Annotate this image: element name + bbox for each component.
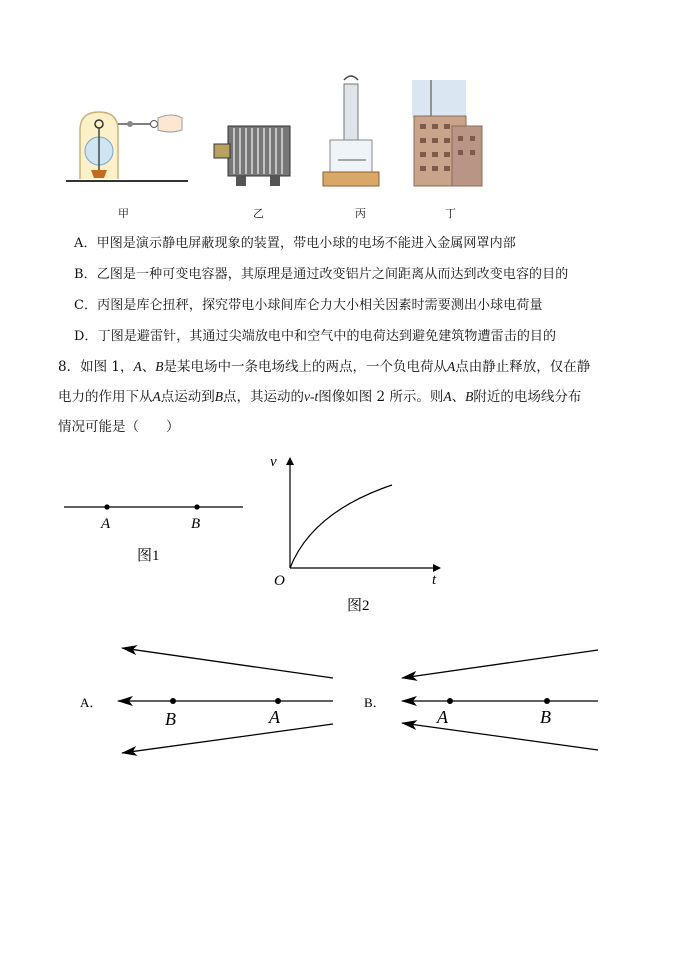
q7-option-a: A．甲图是演示静电屏蔽现象的装置，带电小球的电场不能进入金属网罩内部 — [74, 236, 516, 251]
origin-label: O — [274, 573, 285, 589]
option-a-letter: A． — [80, 695, 103, 710]
figure-bing-torsion-balance — [323, 76, 379, 186]
figure-jia-shielding — [66, 112, 188, 181]
option-b-point-b — [544, 698, 550, 704]
q7-figures — [0, 0, 684, 230]
vt-curve — [290, 485, 392, 568]
option-a-diagram — [80, 648, 333, 753]
figure-2-vt-graph — [270, 454, 440, 614]
v-label: v — [270, 454, 277, 470]
option-b-upper-line — [402, 650, 598, 678]
t-label: t — [432, 572, 437, 588]
figure-ding-lightning-rod — [412, 80, 482, 186]
option-b-label-right: B — [540, 707, 551, 727]
fig1-caption: 图1 — [137, 548, 160, 564]
q7-option-b: B．乙图是一种可变电容器，其原理是通过改变铝片之间距离从而达到改变电容的目的 — [74, 267, 569, 282]
option-a-label-left: B — [165, 709, 176, 729]
q7-option-c: C．丙图是库仑扭秤，探究带电小球间库仑力大小相关因素时需要测出小球电荷量 — [74, 298, 543, 313]
figure-yi-capacitor — [214, 126, 290, 186]
caption-bing: 丙 — [355, 207, 366, 220]
caption-jia: 甲 — [118, 207, 129, 220]
label-b: B — [191, 516, 201, 532]
option-b-point-a — [447, 698, 453, 704]
q8-option-diagrams — [0, 630, 684, 770]
option-b-label-left: A — [437, 707, 448, 727]
option-a-point-a — [275, 698, 281, 704]
option-b-diagram — [364, 650, 598, 750]
point-a-dot — [104, 504, 109, 509]
caption-yi: 乙 — [253, 207, 264, 220]
q7-option-d: D．丁图是避雷针，其通过尖端放电中和空气中的电荷达到避免建筑物遭雷击的目的 — [74, 329, 557, 344]
fig2-caption: 图2 — [347, 598, 370, 614]
option-b-lower-line — [402, 723, 598, 750]
q8-stem-line3: 情况可能是（ ） — [58, 419, 180, 435]
option-a-label-right: A — [269, 707, 280, 727]
option-a-lower-line — [122, 724, 333, 753]
q8-figures — [0, 440, 684, 620]
figure-1 — [64, 504, 243, 564]
option-a-upper-line — [122, 648, 333, 678]
point-b-dot — [194, 504, 199, 509]
option-b-letter: B． — [364, 695, 386, 710]
label-a: A — [101, 516, 111, 532]
q8-stem-line2: 电力的作用下从A点运动到B点，其运动的v-t图像如图 2 所示。则A、B附近的电场线分布 — [58, 389, 582, 405]
caption-ding: 丁 — [445, 207, 456, 220]
q8-stem-line1: 8．如图 1，A、B是某电场中一条电场线上的两点，一个负电荷从A点由静止释放，仅在静 — [58, 359, 591, 375]
option-a-point-b — [170, 698, 176, 704]
